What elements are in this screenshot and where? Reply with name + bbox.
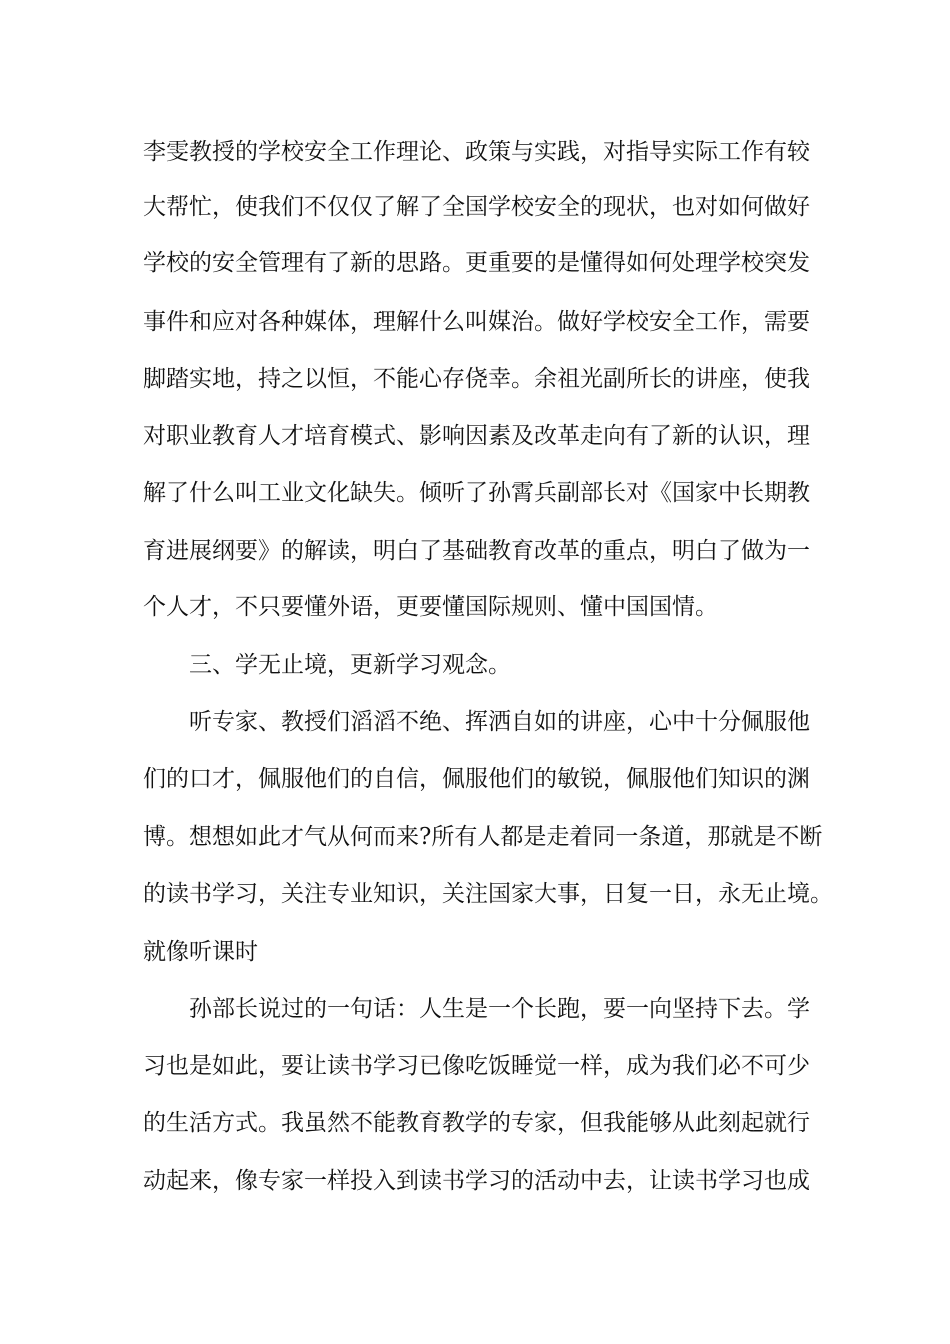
- text-line: 李雯教授的学校安全工作理论、政策与实践，对指导实际工作有较: [143, 139, 810, 165]
- section-heading: 三、学无止境，更新学习观念。: [189, 652, 511, 678]
- text-line: 习也是如此，要让读书学习已像吃饭睡觉一样，成为我们必不可少: [143, 1053, 810, 1079]
- text-line: 解了什么叫工业文化缺失。倾听了孙霄兵副部长对《国家中长期教: [143, 480, 810, 506]
- text-line: 们的口才，佩服他们的自信，佩服他们的敏锐，佩服他们知识的渊: [143, 766, 810, 792]
- paragraph-start-line: 孙部长说过的一句话：人生是一个长跑，要一向坚持下去。学: [189, 996, 810, 1022]
- text-line: 的读书学习，关注专业知识，关注国家大事，日复一日，永无止境。: [143, 881, 833, 907]
- text-line: 脚踏实地，持之以恒，不能心存侥幸。余祖光副所长的讲座，使我: [143, 366, 810, 392]
- text-line: 个人才，不只要懂外语，更要懂国际规则、懂中国国情。: [143, 594, 718, 620]
- text-line: 大帮忙，使我们不仅仅了解了全国学校安全的现状，也对如何做好: [143, 194, 810, 220]
- text-line: 博。想想如此才气从何而来?所有人都是走着同一条道，那就是不断: [143, 824, 823, 850]
- text-line: 的生活方式。我虽然不能教育教学的专家，但我能够从此刻起就行: [143, 1110, 810, 1136]
- text-line: 就像听课时: [143, 939, 258, 965]
- text-line: 事件和应对各种媒体，理解什么叫媒治。做好学校安全工作，需要: [143, 309, 810, 335]
- paragraph-start-line: 听专家、教授们滔滔不绝、挥洒自如的讲座，心中十分佩服他: [189, 709, 810, 735]
- text-line: 动起来，像专家一样投入到读书学习的活动中去，让读书学习也成: [143, 1168, 810, 1194]
- text-line: 对职业教育人才培育模式、影响因素及改革走向有了新的认识，理: [143, 423, 810, 449]
- text-line: 学校的安全管理有了新的思路。更重要的是懂得如何处理学校突发: [143, 250, 810, 276]
- text-line: 育进展纲要》的解读，明白了基础教育改革的重点，明白了做为一: [143, 538, 810, 564]
